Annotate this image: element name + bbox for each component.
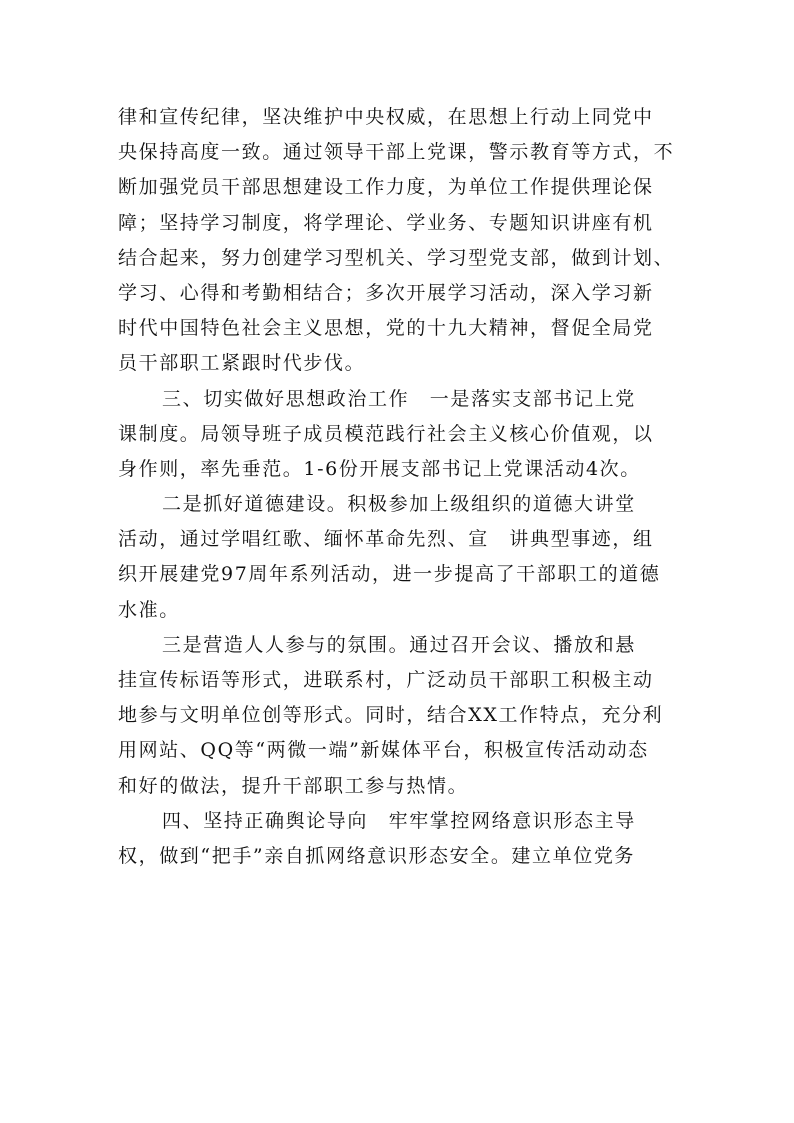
- text-line: 律和宣传纪律，坚决维护中央权威，在思想上行动上同党中: [118, 106, 654, 128]
- text-line: 学习、心得和考勤相结合；多次开展学习活动，深入学习新: [118, 281, 654, 304]
- text-line: 障；坚持学习制度，将学理论、学业务、专题知识讲座有机: [118, 211, 654, 234]
- text-line: 时代中国特色社会主义思想，党的十九大精神，督促全局党: [118, 317, 654, 340]
- text-line: 权，做到“把手”亲自抓网络意识形态安全。建立单位党务: [118, 844, 636, 867]
- text-line: 水准。: [118, 598, 180, 621]
- text-line: 挂宣传标语等形式，进联系村，广泛动员干部职工积极主动: [118, 669, 654, 691]
- text-line: 结合起来，努力创建学习型机关、学习型党支部，做到计划、: [118, 246, 675, 269]
- text-line: 织开展建党97周年系列活动，进一步提高了干部职工的道德: [118, 563, 661, 586]
- text-line: 用网站、QQ等“两微一端”新媒体平台，积极宣传活动动态: [118, 739, 649, 762]
- body-text: [118, 100, 678, 874]
- text-line: 活动，通过学唱红歌、缅怀革命先烈、宣 讲典型事迹，组: [118, 528, 654, 551]
- paragraph-start-line: 二是抓好道德建设。积极参加上级组织的道德大讲堂: [162, 493, 636, 516]
- section-heading-line: 四、坚持正确舆论导向 牢牢掌控网络意识形态主导: [162, 809, 636, 832]
- text-line: 课制度。局领导班子成员模范践行社会主义核心价值观，以: [118, 422, 654, 445]
- text-line: 地参与文明单位创等形式。同时，结合XX工作特点，充分利: [118, 704, 664, 727]
- text-line: 断加强党员干部思想建设工作力度，为单位工作提供理论保: [118, 176, 654, 199]
- paragraph-start-line: 三是营造人人参与的氛围。通过召开会议、播放和悬: [162, 633, 636, 656]
- text-line: 员干部职工紧跟时代步伐。: [118, 352, 366, 375]
- text-line: 央保持高度一致。通过领导干部上党课，警示教育等方式，不: [118, 141, 675, 164]
- text-line: 和好的做法，提升干部职工参与热情。: [118, 774, 469, 797]
- text-line: 身作则，率先垂范。1-6份开展支部书记上党课活动4次。: [118, 457, 641, 480]
- section-heading-line: 三、切实做好思想政治工作 一是落实支部书记上党: [162, 387, 636, 410]
